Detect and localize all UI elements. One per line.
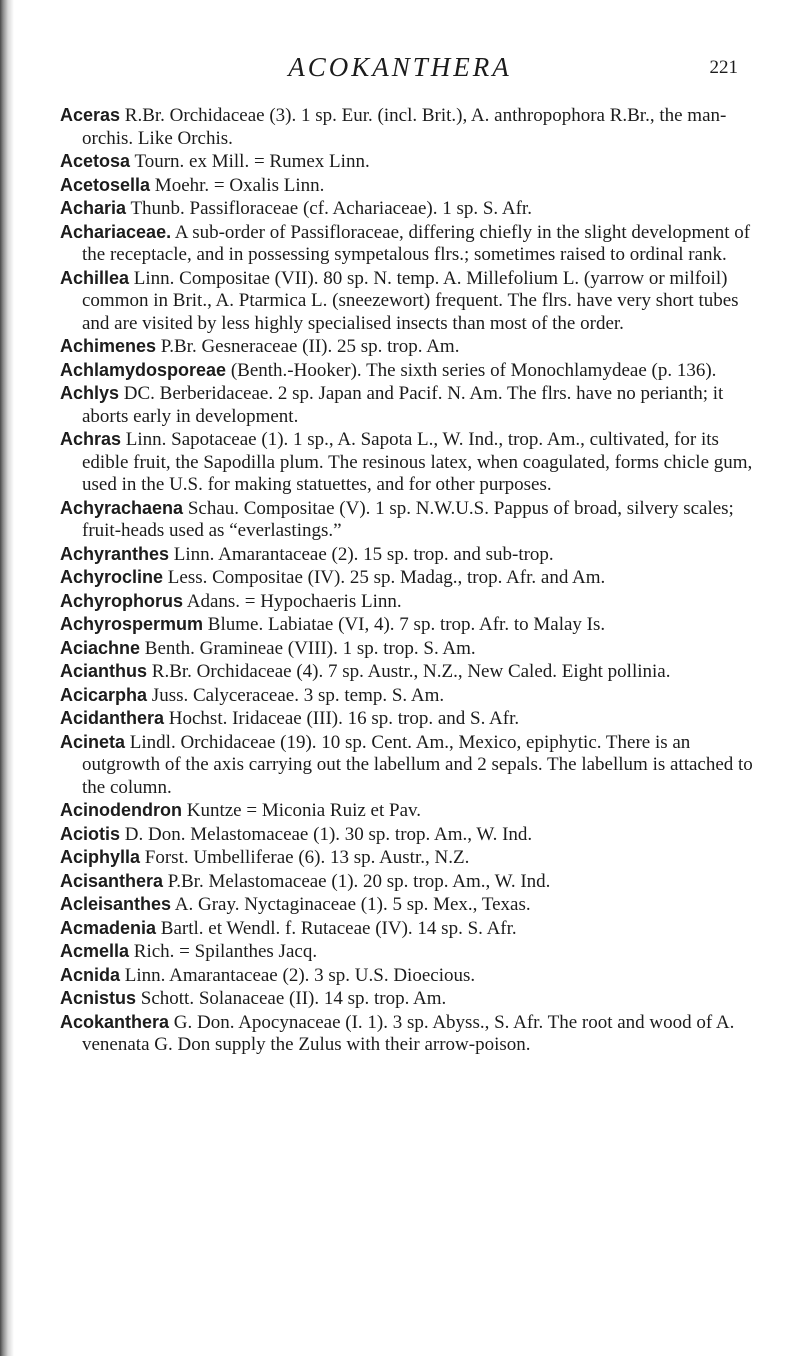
- entry-acineta: [60, 731, 760, 800]
- entry-text: G. Don. Apocynaceae (I. 1). 3 sp. Abyss., S. Afr. The root and wood of A. venenata G. Don supply the Zulus with their arrow-poison.: [82, 1011, 740, 1055]
- entry-text: R.Br. Orchidaceae (3). 1 sp. Eur. (incl. Brit.), A. anthropophora R.Br., the man-orchis. Like Orchis.: [82, 105, 727, 149]
- entry-text: Linn. Amarantaceae (2). 3 sp. U.S. Dioecious.: [120, 964, 476, 986]
- page-header: [0, 52, 800, 92]
- entry-achlys: [60, 382, 760, 428]
- entry-achyrocline: [60, 566, 760, 590]
- entry-text: Less. Compositae (IV). 25 sp. Madag., trop. Afr. and Am.: [163, 567, 606, 588]
- entry-headword: Achillea: [60, 267, 130, 288]
- entry-acmella: [60, 940, 760, 964]
- entry-headword: Achyrocline: [60, 567, 164, 587]
- entry-headword: Acetosa: [60, 151, 131, 171]
- entry-text: Bartl. et Wendl. f. Rutaceae (IV). 14 sp. S. Afr.: [156, 917, 517, 939]
- entry-achariaceae: [60, 221, 760, 267]
- entry-text: P.Br. Gesneraceae (II). 25 sp. trop. Am.: [156, 336, 460, 357]
- entry-headword: Achras: [60, 429, 122, 449]
- entry-headword: Acinodendron: [60, 800, 182, 820]
- entry-headword: Achyrachaena: [60, 497, 184, 518]
- entry-text: Linn. Amarantaceae (2). 15 sp. trop. and sub-trop.: [169, 543, 554, 565]
- entry-text: DC. Berberidaceae. 2 sp. Japan and Pacif. N. Am. The flrs. have no perianth; it aborts early in development.: [82, 383, 729, 427]
- entry-acidanthera: [60, 707, 760, 731]
- entry-acianthus: [60, 660, 760, 684]
- entry-headword: Acianthus: [60, 661, 148, 681]
- entry-headword: Acleisanthes: [60, 894, 172, 914]
- entry-headword: Achyrophorus: [60, 590, 184, 611]
- entry-headword: Achimenes: [60, 336, 157, 356]
- entry-text: (Benth.-Hooker). The sixth series of Monochlamydeae (p. 136).: [226, 359, 717, 381]
- entry-achyranthes: [60, 543, 760, 567]
- entry-headword: Aciphylla: [60, 847, 141, 867]
- entry-text: Benth. Gramineae (VIII). 1 sp. trop. S. Am.: [140, 637, 476, 659]
- entry-headword: Aciotis: [60, 823, 121, 844]
- entry-headword: Achyrospermum: [60, 614, 204, 634]
- entry-text: A sub-order of Passifloraceae, differing chiefly in the slight development of the receptacle, and in possessing sympetalous flrs.; sometimes raised to ordinal rank.: [82, 221, 755, 265]
- entry-headword: Achlys: [60, 383, 120, 403]
- page-number: 221: [709, 57, 738, 78]
- entry-text: Hochst. Iridaceae (III). 16 sp. trop. and S. Afr.: [164, 708, 520, 729]
- entry-headword: Acicarpha: [60, 684, 148, 705]
- entry-headword: Aciachne: [60, 637, 141, 658]
- entry-headword: Acmadenia: [60, 917, 157, 938]
- entry-headword: Achlamydosporeae: [60, 359, 227, 380]
- entry-text: Rich. = Spilanthes Jacq.: [129, 941, 318, 962]
- entry-headword: Acmella: [60, 941, 130, 961]
- entry-achimenes: [60, 335, 760, 359]
- entry-text: Linn. Sapotaceae (1). 1 sp., A. Sapota L., W. Ind., trop. Am., cultivated, for its edible fruit, the Sapodilla plum. The resinous latex, when coagulated, forms chicle gum, used in the U.S. for making statuettes, and for other purposes.: [82, 429, 758, 495]
- entry-acnistus: [60, 987, 760, 1011]
- entry-text: Kuntze = Miconia Ruiz et Pav.: [182, 800, 422, 821]
- entry-achyrospermum: [60, 613, 760, 637]
- entry-text: Moehr. = Oxalis Linn.: [150, 174, 325, 196]
- entry-acinodendron: [60, 799, 760, 823]
- entry-text: R.Br. Orchidaceae (4). 7 sp. Austr., N.Z., New Caled. Eight pollinia.: [147, 661, 671, 682]
- entry-text: Adans. = Hypochaeris Linn.: [183, 590, 402, 612]
- entry-text: Schott. Solanaceae (II). 14 sp. trop. Am.: [136, 988, 447, 1009]
- entry-text: A. Gray. Nyctaginaceae (1). 5 sp. Mex., Texas.: [171, 894, 531, 915]
- entry-acetosa: [60, 150, 760, 174]
- entry-headword: Acnida: [60, 964, 121, 985]
- entry-achyrachaena: [60, 497, 760, 543]
- entry-headword: Achyranthes: [60, 543, 170, 564]
- entry-acisanthera: [60, 870, 760, 894]
- entry-acharia: [60, 197, 760, 221]
- entry-achlamydosporeae: [60, 359, 760, 383]
- book-spine-shadow: [0, 0, 14, 1356]
- entry-acicarpha: [60, 684, 760, 708]
- entry-text: Blume. Labiatae (VI, 4). 7 sp. trop. Afr. to Malay Is.: [203, 614, 606, 635]
- dictionary-entries: [60, 104, 760, 1057]
- entry-acleisanthes: [60, 893, 760, 917]
- entry-headword: Acnistus: [60, 988, 137, 1008]
- entry-headword: Acetosella: [60, 174, 151, 195]
- entry-headword: Achariaceae.: [60, 221, 172, 242]
- entry-acmadenia: [60, 917, 760, 941]
- entry-text: Juss. Calyceraceae. 3 sp. temp. S. Am.: [147, 684, 445, 706]
- entry-headword: Acharia: [60, 198, 127, 218]
- entry-achyrophorus: [60, 590, 760, 614]
- entry-acetosella: [60, 174, 760, 198]
- entry-text: P.Br. Melastomaceae (1). 20 sp. trop. Am., W. Ind.: [163, 870, 551, 892]
- entry-aciphylla: [60, 846, 760, 870]
- entry-text: D. Don. Melastomaceae (1). 30 sp. trop. Am., W. Ind.: [120, 823, 533, 845]
- entry-headword: Aceras: [60, 105, 121, 125]
- entry-text: Lindl. Orchidaceae (19). 10 sp. Cent. Am., Mexico, epiphytic. There is an outgrowth of the axis carrying out the labellum and 2 sepals. The labellum is attached to the column.: [82, 731, 758, 798]
- entry-achillea: [60, 267, 760, 336]
- entry-text: Thunb. Passifloraceae (cf. Achariaceae). 1 sp. S. Afr.: [126, 198, 532, 219]
- entry-text: Schau. Compositae (V). 1 sp. N.W.U.S. Pappus of broad, silvery scales; fruit-heads used as “everlastings.”: [82, 497, 739, 541]
- entry-text: Forst. Umbelliferae (6). 13 sp. Austr., N.Z.: [140, 847, 470, 868]
- entry-aciotis: [60, 823, 760, 847]
- entry-text: Tourn. ex Mill. = Rumex Linn.: [130, 151, 370, 172]
- entry-headword: Acineta: [60, 731, 126, 752]
- entry-aceras: [60, 104, 760, 150]
- entry-headword: Acokanthera: [60, 1011, 170, 1032]
- entry-headword: Acisanthera: [60, 870, 164, 891]
- entry-acokanthera: [60, 1011, 760, 1057]
- entry-acnida: [60, 964, 760, 988]
- entry-aciachne: [60, 637, 760, 661]
- running-head: ACOKANTHERA: [288, 52, 512, 82]
- entry-text: Linn. Compositae (VII). 80 sp. N. temp. A. Millefolium L. (yarrow or milfoil) common in Brit., A. Ptarmica L. (sneezewort) frequent. The flrs. have very short tubes and are visited by less highly specialised insects than most of the order.: [82, 267, 744, 334]
- entry-headword: Acidanthera: [60, 708, 165, 728]
- entry-achras: [60, 428, 760, 497]
